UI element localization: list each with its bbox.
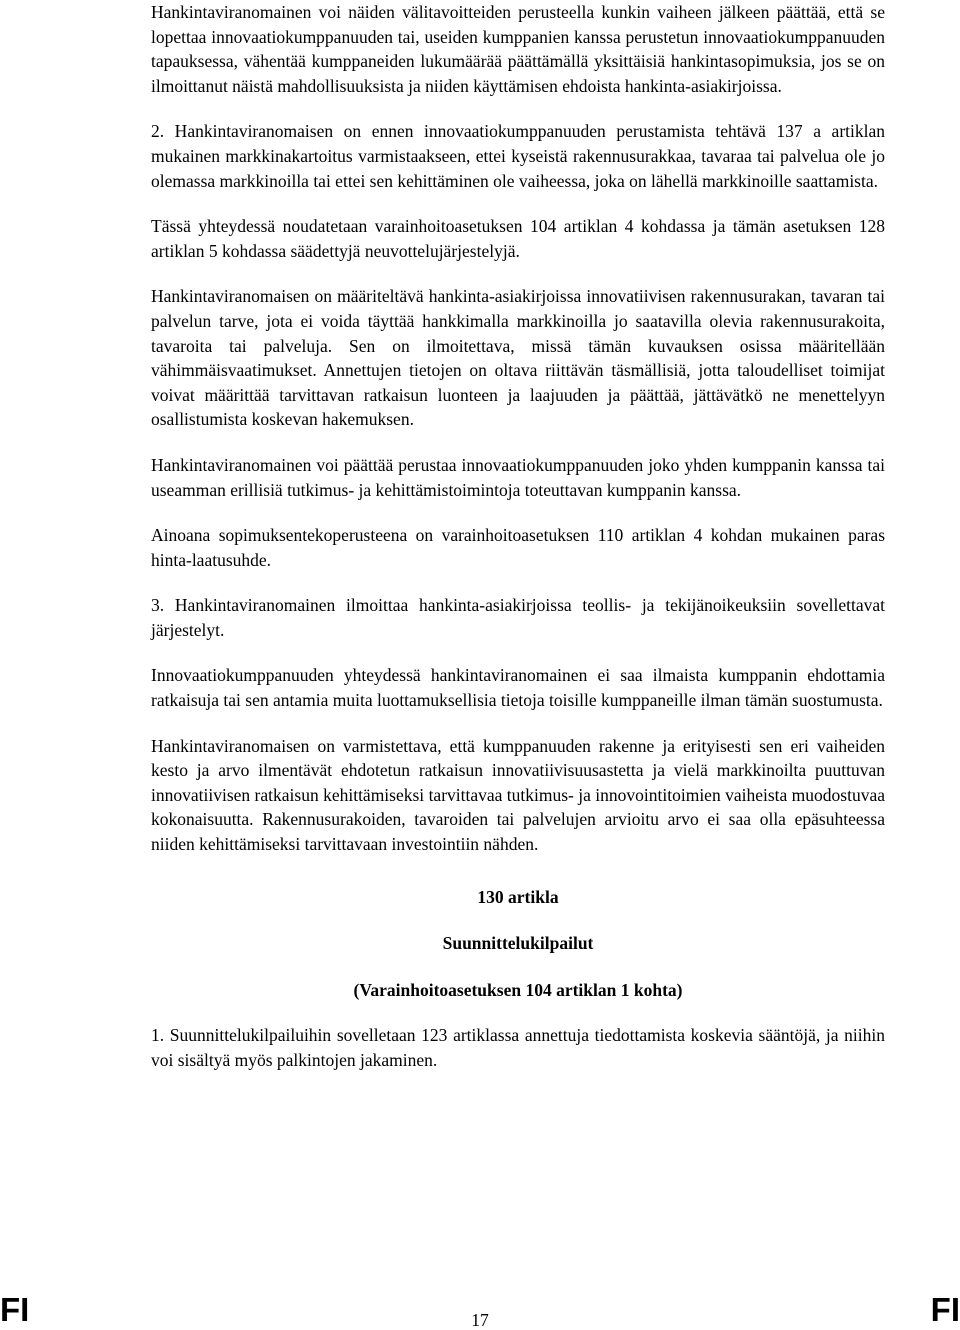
paragraph-partners: Hankintaviranomainen voi päättää perustaa innovaatiokumppanuuden joko yhden kumppanin kanssa tai useamman erillisiä tutkimus- ja kehittämistoimintoja toteuttavan kumppanin kanssa. (151, 454, 885, 500)
page-number: 17 (471, 1310, 489, 1330)
footer-language-right: FI (930, 1291, 960, 1328)
paragraph-intermediate-targets: Hankintaviranomainen voi näiden välitavoitteiden perusteella kunkin vaiheen jälkeen päättää, että se lopettaa innovaatiokumppanuuden tai, useiden kumppanien kanssa perustetun innovaatiokumppanuuden tapauksessa, vähentää kumppaneiden lukumäärää päättämällä yksittäisiä hankintasopimuksia, jos se on ilmoittanut näistä mahdollisuuksista ja niiden käyttämisen ehdoista hankinta-asiakirjoissa. (151, 2, 885, 96)
paragraph-structure: Hankintaviranomaisen on varmistettava, että kumppanuuden rakenne ja erityisesti sen eri vaiheiden kesto ja arvo ilmentävät ehdotetun ratkaisun innovatiivisuusastetta ja vielä markkinoilta puuttuvan innovatiivisen ratkaisun kehittämiseksi tarvittavaa tutkimus- ja innovointitoimien vaiheista muodostuvaa kokonaisuutta. Rakennusurakoiden, tavaroiden tai palvelujen arvioitu arvo ei saa olla epäsuhteessa niiden kehittämiseksi tarvittavaan investointiin nähden. (151, 735, 885, 855)
paragraph-2-market-survey: 2. Hankintaviranomaisen on ennen innovaatiokumppanuuden perustamista tehtävä 137 a artiklan mukainen markkinakartoitus varmistaakseen, ettei kyseistä rakennusurakkaa, tavaraa tai palvelua ole jo olemassa markkinoilla tai ettei sen kehittäminen ole vaiheessa, joka on lähellä markkinoille saattamista. (151, 121, 885, 191)
article-paragraph-1: 1. Suunnittelukilpailuihin sovelletaan 123 artiklassa annettuja tiedottamista koskevia sääntöjä, ja niihin voi sisältyä myös palkintojen jakaminen. (151, 1025, 885, 1070)
paragraph-define-needs: Hankintaviranomaisen on määriteltävä hankinta-asiakirjoissa innovatiivisen rakennusurakan, tavaran tai palvelun tarve, jota ei voida täyttää hankkimalla markkinoilla jo saatavilla olevia rakennusurakoita, tavaroita tai palveluja. Sen on ilmoitettava, missä tämän kuvauksen osissa määritellään vähimmäisvaatimukset. Annettujen tietojen on oltava riittävän täsmällisiä, jotta taloudelliset toimijat voivat määrittää tarvittavan ratkaisun luonteen ja laajuuden ja päättää, jättävätkö ne menettelyyn osallistumista koskevan hakemuksen. (151, 286, 885, 430)
paragraph-confidentiality: Innovaatiokumppanuuden yhteydessä hankintaviranomainen ei saa ilmaista kumppanin ehdottamia ratkaisuja tai sen antamia muita luottamuksellisia tietoja toisille kumppaneille ilman tämän suostumusta. (151, 665, 885, 711)
article-title: Suunnittelukilpailut (442, 933, 594, 954)
article-reference: (Varainhoitoasetuksen 104 artiklan 1 kohta) (353, 979, 683, 1000)
article-number: 130 artikla (477, 886, 559, 907)
paragraph-3-ipr: 3. Hankintaviranomainen ilmoittaa hankinta-asiakirjoissa teollis- ja tekijänoikeuksiin sovellettavat järjestelyt. (151, 595, 885, 640)
footer-language-left: FI (0, 1291, 30, 1328)
paragraph-award-criterion: Ainoana sopimuksentekoperusteena on varainhoitoasetuksen 110 artiklan 4 kohdan mukainen paras hinta-laatusuhde. (151, 525, 885, 570)
document-body (151, 0, 885, 1094)
paragraph-negotiation-arrangements: Tässä yhteydessä noudatetaan varainhoitoasetuksen 104 artiklan 4 kohdassa ja tämän asetuksen 128 artiklan 5 kohdassa säädettyjä neuvottelujärjestelyjä. (151, 216, 885, 261)
